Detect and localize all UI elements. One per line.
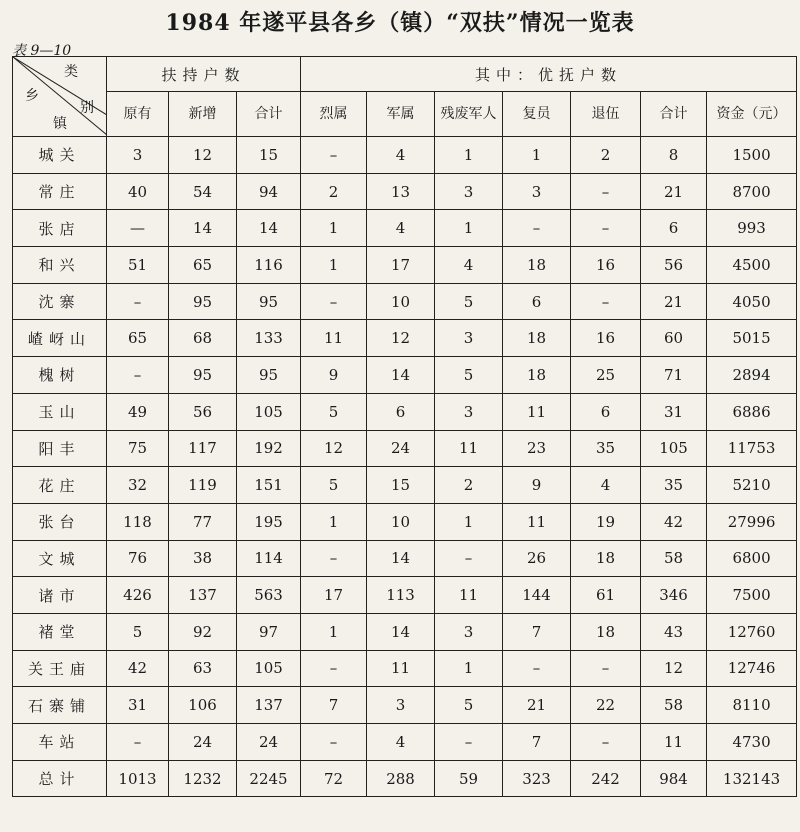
table-cell: 11 [503, 393, 571, 430]
table-cell: 95 [237, 357, 301, 394]
table-cell: – [107, 724, 169, 761]
table-row [13, 210, 797, 247]
table-cell: 14 [367, 613, 435, 650]
table-cell: 195 [237, 503, 301, 540]
column-header: 合计 [641, 92, 707, 137]
corner-label-lei: 类 [64, 64, 84, 80]
row-name-cell: 花庄 [13, 467, 107, 504]
row-name-cell: 车站 [13, 724, 107, 761]
table-cell: 984 [641, 760, 707, 797]
table-cell: 117 [169, 430, 237, 467]
table-cell: 42 [641, 503, 707, 540]
table-cell: 11 [367, 650, 435, 687]
table-cell: 7500 [707, 577, 797, 614]
table-cell: 58 [641, 540, 707, 577]
table-cell: 14 [237, 210, 301, 247]
table-cell: 95 [169, 357, 237, 394]
table-cell: 5 [301, 393, 367, 430]
table-cell: 59 [435, 760, 503, 797]
row-name-cell: 玉山 [13, 393, 107, 430]
table-cell: 27996 [707, 503, 797, 540]
column-header: 烈属 [301, 92, 367, 137]
table-cell: 8110 [707, 687, 797, 724]
table-row [13, 357, 797, 394]
table-cell: 94 [237, 173, 301, 210]
table-cell: 97 [237, 613, 301, 650]
row-name-cell: 诸市 [13, 577, 107, 614]
table-number: 表 9—10 [12, 43, 72, 59]
table-cell: 3 [435, 320, 503, 357]
table-cell: 5 [435, 283, 503, 320]
table-row [13, 467, 797, 504]
column-header: 退伍 [571, 92, 641, 137]
table-cell: – [571, 724, 641, 761]
group-header-fuchi: 扶持户数 [107, 57, 301, 92]
table-cell: 12 [641, 650, 707, 687]
table-cell: 24 [237, 724, 301, 761]
table-cell: 4 [571, 467, 641, 504]
corner-label-xiang: 乡 [25, 88, 45, 104]
table-cell: 4730 [707, 724, 797, 761]
table-cell: 1013 [107, 760, 169, 797]
table-cell: – [503, 650, 571, 687]
table-cell: 5 [107, 613, 169, 650]
table-cell: 105 [237, 393, 301, 430]
table-cell: 7 [301, 687, 367, 724]
table-cell: 11753 [707, 430, 797, 467]
table-cell: 95 [237, 283, 301, 320]
table-cell: 14 [169, 210, 237, 247]
statistics-table [12, 56, 797, 797]
table-cell: 105 [641, 430, 707, 467]
table-cell: 38 [169, 540, 237, 577]
table-cell: 26 [503, 540, 571, 577]
table-cell: 15 [237, 137, 301, 174]
table-cell: 95 [169, 283, 237, 320]
table-cell: 151 [237, 467, 301, 504]
table-row [13, 577, 797, 614]
table-cell: – [301, 650, 367, 687]
table-cell: – [301, 137, 367, 174]
table-cell: 993 [707, 210, 797, 247]
table-cell: 49 [107, 393, 169, 430]
table-row [13, 283, 797, 320]
table-cell: 21 [641, 173, 707, 210]
table-body [13, 137, 797, 797]
table-cell: – [301, 724, 367, 761]
row-name-cell: 城关 [13, 137, 107, 174]
table-row [13, 393, 797, 430]
row-name-cell: 嵖岈山 [13, 320, 107, 357]
table-cell: 16 [571, 320, 641, 357]
group-header-youfu: 其中：优抚户数 [301, 57, 797, 92]
table-row [13, 724, 797, 761]
table-cell: – [107, 283, 169, 320]
table-cell: 10 [367, 283, 435, 320]
row-name-cell: 褚堂 [13, 613, 107, 650]
table-row [13, 137, 797, 174]
table-row [13, 247, 797, 284]
table-row [13, 760, 797, 797]
row-name-cell: 沈寨 [13, 283, 107, 320]
table-cell: – [435, 540, 503, 577]
table-cell: 12760 [707, 613, 797, 650]
table-cell: 113 [367, 577, 435, 614]
table-cell: 2 [571, 137, 641, 174]
table-cell: 11 [503, 503, 571, 540]
column-header: 资金（元） [707, 92, 797, 137]
table-cell: 7 [503, 613, 571, 650]
corner-label-zhen: 镇 [53, 116, 73, 132]
table-cell: 8 [641, 137, 707, 174]
table-cell: 3 [107, 137, 169, 174]
table-cell: – [571, 173, 641, 210]
row-name-cell: 和兴 [13, 247, 107, 284]
table-cell: 18 [503, 247, 571, 284]
table-cell: 4 [367, 210, 435, 247]
table-cell: 116 [237, 247, 301, 284]
table-cell: – [503, 210, 571, 247]
table-cell: 25 [571, 357, 641, 394]
table-cell: 35 [641, 467, 707, 504]
table-cell: 1 [435, 650, 503, 687]
table-cell: 58 [641, 687, 707, 724]
row-name-cell: 常庄 [13, 173, 107, 210]
table-cell: 1 [503, 137, 571, 174]
table-cell: 11 [435, 577, 503, 614]
row-name-cell: 关王庙 [13, 650, 107, 687]
table-cell: 5 [301, 467, 367, 504]
table-cell: – [571, 210, 641, 247]
table-cell: 1 [301, 210, 367, 247]
table-cell: 1 [301, 613, 367, 650]
table-cell: 1 [301, 247, 367, 284]
table-cell: 144 [503, 577, 571, 614]
table-cell: 14 [367, 357, 435, 394]
row-name-cell: 张台 [13, 503, 107, 540]
table-cell: 71 [641, 357, 707, 394]
table-cell: 32 [107, 467, 169, 504]
table-cell: 43 [641, 613, 707, 650]
table-cell: 4050 [707, 283, 797, 320]
column-header: 原有 [107, 92, 169, 137]
table-cell: 6 [367, 393, 435, 430]
table-cell: 21 [641, 283, 707, 320]
table-cell: 40 [107, 173, 169, 210]
table-cell: 63 [169, 650, 237, 687]
table-cell: 15 [367, 467, 435, 504]
row-name-cell: 文城 [13, 540, 107, 577]
table-cell: 12 [367, 320, 435, 357]
table-cell: 1 [435, 137, 503, 174]
table-cell: 114 [237, 540, 301, 577]
table-cell: 18 [503, 320, 571, 357]
table-cell: 5015 [707, 320, 797, 357]
table-cell: 31 [107, 687, 169, 724]
table-cell: — [107, 210, 169, 247]
column-header: 新增 [169, 92, 237, 137]
table-cell: 24 [367, 430, 435, 467]
table-cell: – [571, 650, 641, 687]
table-cell: 21 [503, 687, 571, 724]
row-name-cell: 槐树 [13, 357, 107, 394]
table-cell: 118 [107, 503, 169, 540]
table-cell: 31 [641, 393, 707, 430]
table-cell: 192 [237, 430, 301, 467]
table-cell: 4500 [707, 247, 797, 284]
table-cell: 5210 [707, 467, 797, 504]
table-cell: 1232 [169, 760, 237, 797]
table-cell: 12746 [707, 650, 797, 687]
table-cell: 6886 [707, 393, 797, 430]
table-row [13, 173, 797, 210]
table-cell: 6 [503, 283, 571, 320]
table-cell: 2245 [237, 760, 301, 797]
table-cell: 1 [301, 503, 367, 540]
table-row [13, 540, 797, 577]
table-cell: – [301, 540, 367, 577]
table-cell: 13 [367, 173, 435, 210]
table-cell: 16 [571, 247, 641, 284]
table-cell: 8700 [707, 173, 797, 210]
table-cell: 4 [367, 724, 435, 761]
table-cell: 7 [503, 724, 571, 761]
table-cell: 42 [107, 650, 169, 687]
table-cell: 75 [107, 430, 169, 467]
table-cell: 3 [503, 173, 571, 210]
table-cell: 14 [367, 540, 435, 577]
row-name-cell: 阳丰 [13, 430, 107, 467]
table-cell: 2 [301, 173, 367, 210]
table-cell: 72 [301, 760, 367, 797]
table-cell: – [107, 357, 169, 394]
table-cell: 17 [301, 577, 367, 614]
table-cell: 3 [435, 173, 503, 210]
table-cell: 23 [503, 430, 571, 467]
table-cell: 76 [107, 540, 169, 577]
row-name-cell: 石寨铺 [13, 687, 107, 724]
table-row [13, 430, 797, 467]
table-cell: 6 [571, 393, 641, 430]
table-cell: 17 [367, 247, 435, 284]
table-cell: 2894 [707, 357, 797, 394]
table-cell: 132143 [707, 760, 797, 797]
table-cell: 9 [301, 357, 367, 394]
table-cell: 242 [571, 760, 641, 797]
table-cell: – [301, 283, 367, 320]
table-cell: 137 [237, 687, 301, 724]
table-cell: 24 [169, 724, 237, 761]
table-cell: 106 [169, 687, 237, 724]
table-cell: – [435, 724, 503, 761]
table-cell: 18 [571, 613, 641, 650]
table-row [13, 650, 797, 687]
table-cell: 56 [169, 393, 237, 430]
table-cell: 1 [435, 210, 503, 247]
table-cell: 133 [237, 320, 301, 357]
table-cell: 323 [503, 760, 571, 797]
table-cell: 9 [503, 467, 571, 504]
table-cell: 92 [169, 613, 237, 650]
table-cell: 18 [571, 540, 641, 577]
table-cell: 6 [641, 210, 707, 247]
table-cell: 105 [237, 650, 301, 687]
table-cell: 35 [571, 430, 641, 467]
table-row [13, 613, 797, 650]
table-cell: 3 [435, 393, 503, 430]
table-cell: 19 [571, 503, 641, 540]
table-cell: 11 [301, 320, 367, 357]
corner-label-bie: 别 [80, 100, 100, 116]
table-cell: 119 [169, 467, 237, 504]
table-cell: 4 [435, 247, 503, 284]
table-cell: 5 [435, 687, 503, 724]
table-cell: 65 [169, 247, 237, 284]
table-cell: – [571, 283, 641, 320]
table-cell: 12 [169, 137, 237, 174]
table-cell: 5 [435, 357, 503, 394]
table-cell: 65 [107, 320, 169, 357]
table-row [13, 503, 797, 540]
column-header: 残废军人 [435, 92, 503, 137]
row-name-cell: 张店 [13, 210, 107, 247]
table-cell: 12 [301, 430, 367, 467]
table-row [13, 320, 797, 357]
table-cell: 137 [169, 577, 237, 614]
table-cell: 51 [107, 247, 169, 284]
table-cell: 288 [367, 760, 435, 797]
table-cell: 563 [237, 577, 301, 614]
table-cell: 1500 [707, 137, 797, 174]
table-cell: 61 [571, 577, 641, 614]
column-header: 复员 [503, 92, 571, 137]
table-title: 1984 年遂平县各乡（镇）“双扶”情况一览表 [165, 10, 635, 36]
corner-header [13, 57, 107, 137]
table-cell: 11 [435, 430, 503, 467]
table-cell: 4 [367, 137, 435, 174]
table-cell: 68 [169, 320, 237, 357]
table-cell: 22 [571, 687, 641, 724]
column-header: 军属 [367, 92, 435, 137]
table-cell: 18 [503, 357, 571, 394]
table-row [13, 687, 797, 724]
table-cell: 11 [641, 724, 707, 761]
row-name-cell: 总计 [13, 760, 107, 797]
table-cell: 10 [367, 503, 435, 540]
column-header: 合计 [237, 92, 301, 137]
table-cell: 56 [641, 247, 707, 284]
table-cell: 3 [435, 613, 503, 650]
table-cell: 3 [367, 687, 435, 724]
table-cell: 54 [169, 173, 237, 210]
table-cell: 346 [641, 577, 707, 614]
table-cell: 1 [435, 503, 503, 540]
table-cell: 60 [641, 320, 707, 357]
table-cell: 2 [435, 467, 503, 504]
table-cell: 77 [169, 503, 237, 540]
table-cell: 426 [107, 577, 169, 614]
table-cell: 6800 [707, 540, 797, 577]
